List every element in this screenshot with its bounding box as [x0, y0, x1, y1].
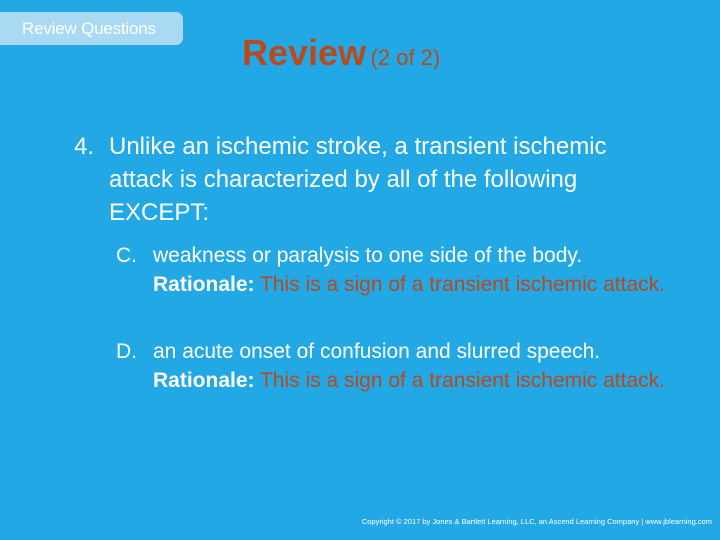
- title-main: Review: [242, 32, 367, 73]
- answer-text: an acute onset of confusion and slurred speech.: [153, 340, 601, 363]
- rationale-label: Rationale:: [153, 273, 255, 296]
- answer-body: [153, 241, 673, 299]
- review-questions-tab: [0, 12, 183, 45]
- question-text: Unlike an ischemic stroke, a transient ischemic attack is characterized by all of the following EXCEPT:: [109, 133, 607, 226]
- tab-label: Review Questions: [22, 19, 156, 38]
- title-sub: (2 of 2): [370, 45, 441, 70]
- rationale-text: This is a sign of a transient ischemic attack.: [259, 273, 665, 296]
- answer-letter: D.: [116, 340, 137, 363]
- slide-title: [242, 32, 440, 74]
- answer-text: weakness or paralysis to one side of the body.: [153, 244, 583, 267]
- rationale-label: Rationale:: [153, 369, 255, 392]
- answer-letter: C.: [116, 244, 137, 267]
- copyright-footer: Copyright © 2017 by Jones & Bartlett Learning, LLC, an Ascend Learning Company | www.jblearning.com: [361, 517, 712, 526]
- answer-body: [153, 337, 673, 395]
- rationale-text: This is a sign of a transient ischemic attack.: [259, 369, 665, 392]
- question-number: 4.: [74, 133, 95, 160]
- answer-rationale: [153, 366, 673, 395]
- answer-rationale: [153, 270, 673, 299]
